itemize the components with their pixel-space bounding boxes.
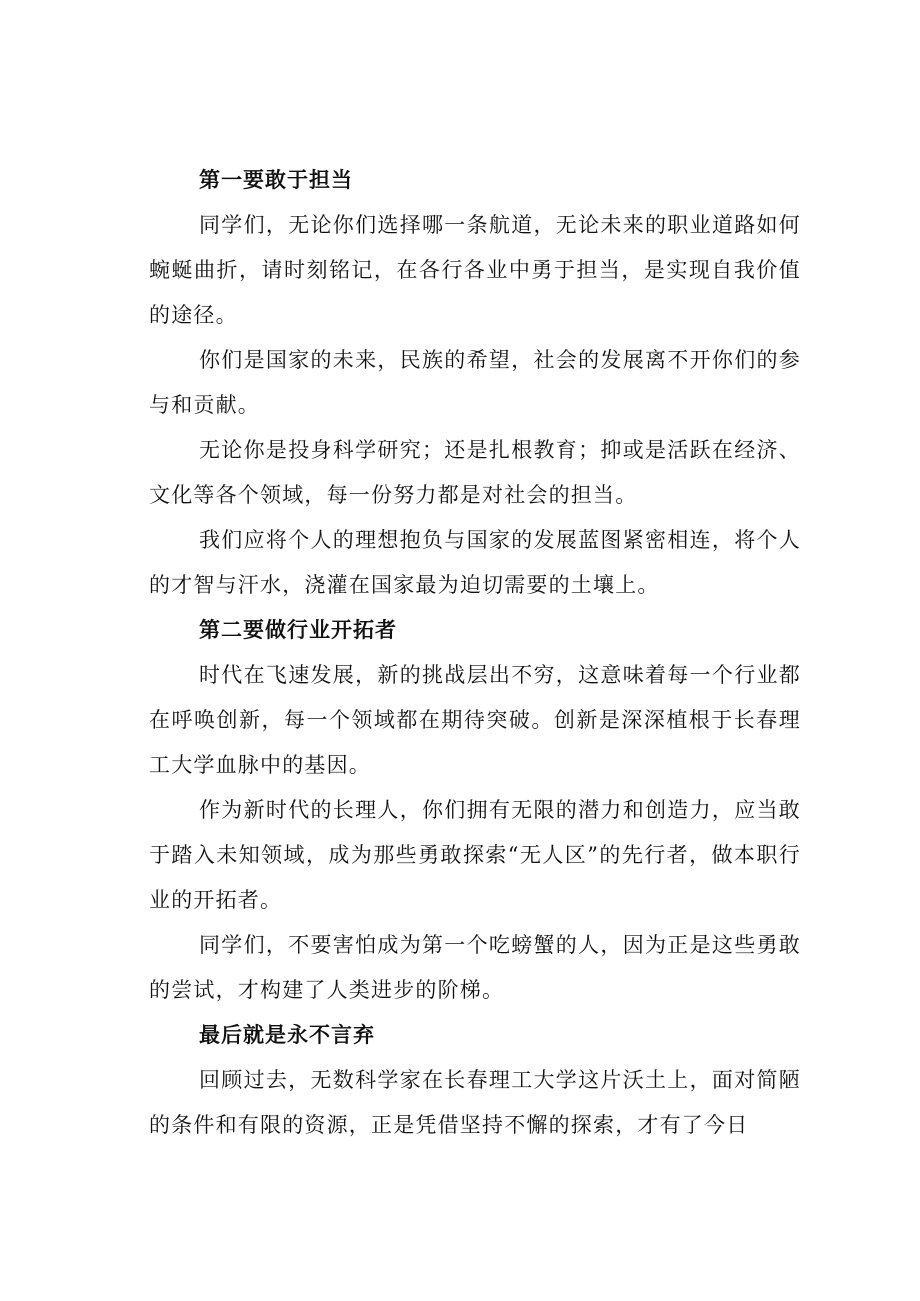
section-heading-1: 第一要敢于担当 xyxy=(199,168,353,192)
section-heading-3: 最后就是永不言弃 xyxy=(199,1023,375,1047)
paragraph: 无论你是投身科学研究；还是扎根教育；抑或是活跃在经济、文化等各个领域，每一份努力都是对社会的担当。 xyxy=(149,438,801,507)
paragraph: 时代在飞速发展，新的挑战层出不穷，这意味着每一个行业都在呼唤创新，每一个领域都在期待突破。创新是深深植根于长春理工大学血脉中的基因。 xyxy=(149,663,801,777)
document-page xyxy=(149,158,801,1148)
paragraph: 你们是国家的未来，民族的希望，社会的发展离不开你们的参与和贡献。 xyxy=(149,348,801,417)
section-heading-2: 第二要做行业开拓者 xyxy=(199,618,397,642)
paragraph: 作为新时代的长理人，你们拥有无限的潜力和创造力，应当敢于踏入未知领域，成为那些勇敢探索“无人区”的先行者，做本职行业的开拓者。 xyxy=(149,798,801,912)
paragraph: 同学们，无论你们选择哪一条航道，无论未来的职业道路如何蜿蜒曲折，请时刻铭记，在各行各业中勇于担当，是实现自我价值的途径。 xyxy=(149,213,801,327)
paragraph: 回顾过去，无数科学家在长春理工大学这片沃土上，面对简陋的条件和有限的资源，正是凭借坚持不懈的探索，才有了今日 xyxy=(149,1068,801,1137)
paragraph: 我们应将个人的理想抱负与国家的发展蓝图紧密相连，将个人的才智与汗水，浇灌在国家最为迫切需要的土壤上。 xyxy=(149,528,801,597)
paragraph: 同学们，不要害怕成为第一个吃螃蟹的人，因为正是这些勇敢的尝试，才构建了人类进步的阶梯。 xyxy=(149,933,801,1002)
